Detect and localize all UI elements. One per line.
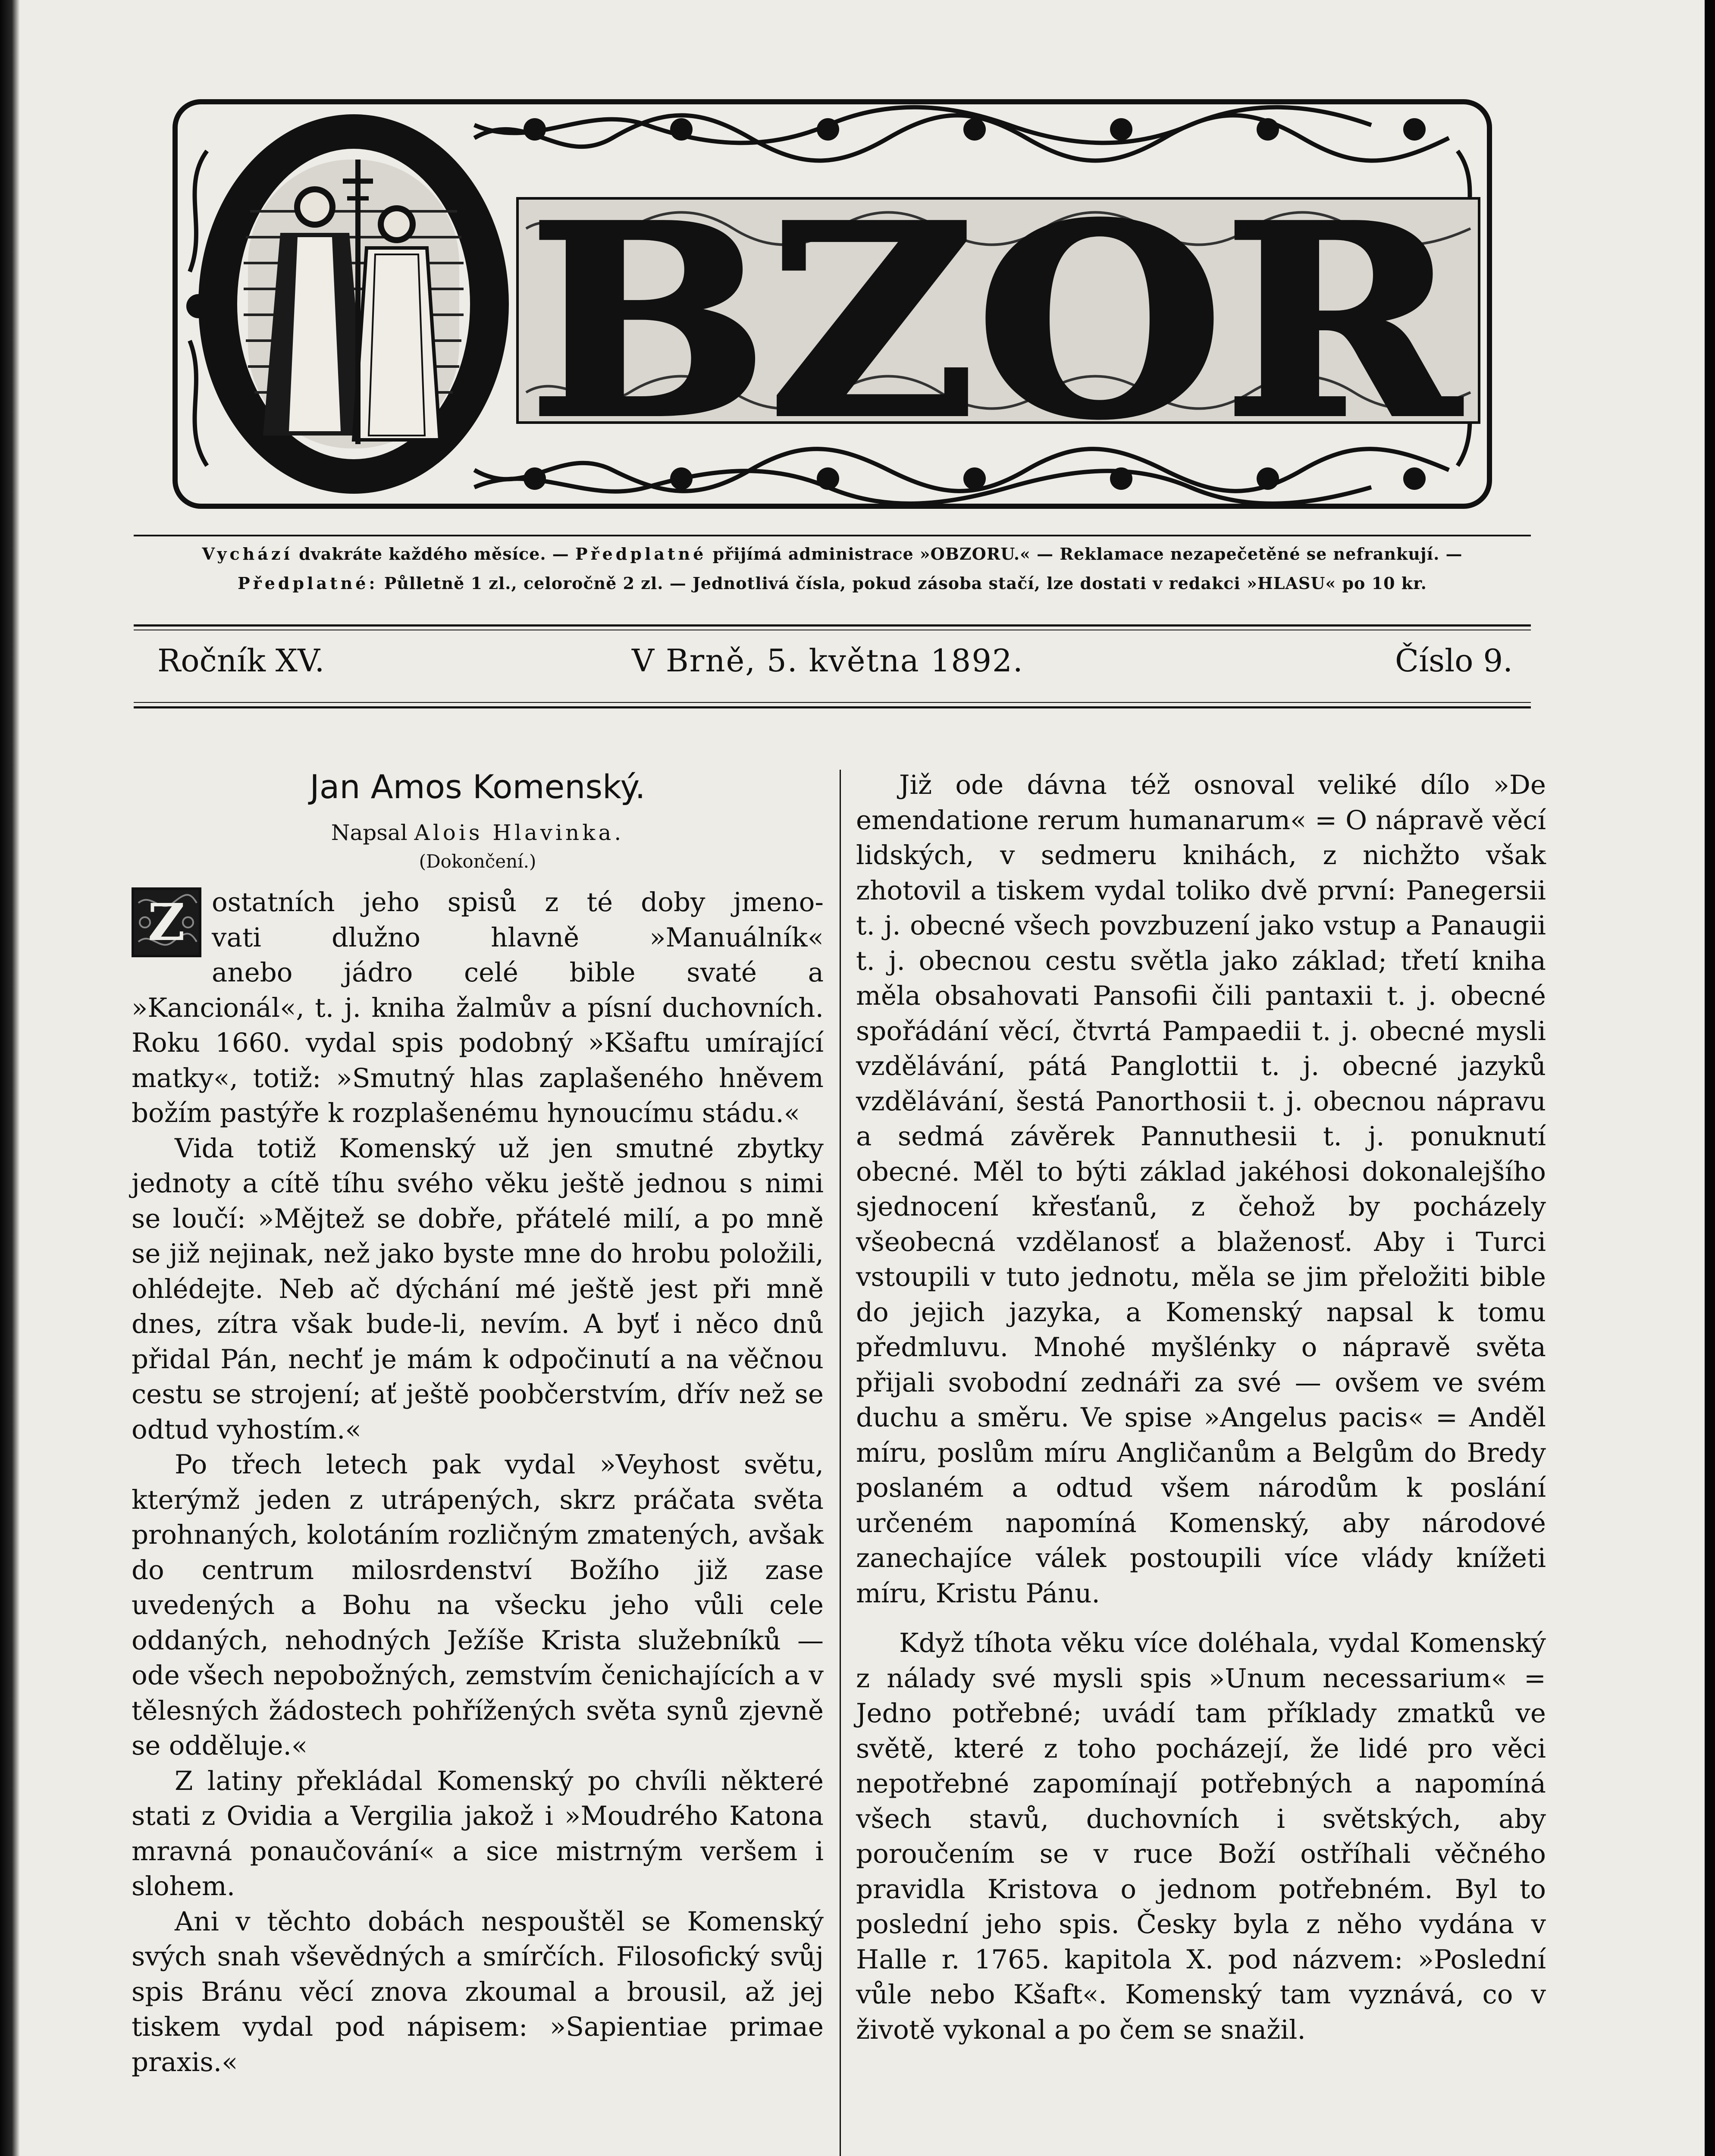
notice-price-text: Půlletně 1 zl., celoročně 2 zl. — Jednotlivá čísla, pokud zásoba stačí, lze dostati v redakci »HLASU« po 10 kr. xyxy=(378,573,1427,593)
dropcap-letter: Z xyxy=(147,892,185,953)
paragraph-1 xyxy=(132,885,824,1131)
volume-label: Ročník XV. xyxy=(157,642,325,679)
issue-top-rule xyxy=(134,624,1531,627)
two-saints-figures-illustration xyxy=(244,160,464,448)
paragraph-2: Vida totiž Komenský už jen smutné zbytky jednoty a cítě tíhu svého věku ještě jednou s nimi se loučí: »Mějtež se dobře, přátelé milí, a po mně se již nejinak, než jako byste mne do hrobu položili, ohlédejte. Neb ač dýchání mé ještě jest při mně dnes, zítra však bude-li, nevím. A byť i něco dnů přidal Pán, nechť je mám k odpočinutí a na věčnou cestu se strojení; ať ještě poobčerstvím, dřív než se odtud vyhostím.« xyxy=(132,1133,824,1445)
notice-published-text: dvakráte každého měsíce. — xyxy=(292,544,576,564)
paragraph-6: Již ode dávna též osnoval veliké dílo »De emendatione rerum humanarum« = O nápravě věcí lidských, v sedmeru knihách, z nichžto však zhotovil a tiskem vydal toliko dvě první: Panegersii t. j. obecné všech povzbuzení jako vstup a Panaugii t. j. obecnou cestu světla jako základ; třetí kniha měla obsahovati Pansofii čili pantaxii t. j. obecné spořádání věcí, čtvrtá Pampaedii t. j. obecné mysli vzdělávání, pátá Panglottii t. j. obecné jazyků vzdělávání, šestá Panorthosii t. j. obecnou nápravu a sedmá závěrek Pannuthesii t. j. ponuknutí obecné. Měl to býti základ jakéhosi dokonalejšího sjednocení křesťanů, z čehož by pocházely všeobecná vzdělanosť a blaženosť. Aby i Turci vstoupili v tuto jednotu, měla se jim přeložiti bible do jejich jazyka, a Komenský napsal k tomu předmluvu. Mnohé myšlénky o nápravě světa přijali svobodní zednáři za své — ovšem ve svém duchu a směru. Ve spise »Angelus pacis« = Anděl míru, poslům míru Angličanům a Belgům do Bredy poslaném a odtud všem národům k poslání určeném napomíná Komenský, aby národové zanechajíce válek postoupili více vlády knížeti míru, Kristu Pánu. xyxy=(856,770,1546,1609)
p1-rest: »Kancionál«, t. j. kniha žalmův a písní duchovních. Roku 1660. vydal spis podobný »Kšaftu umírající matky«, totiž: »Smutný hlas zaplašeného hněvem božím pastýře k rozplašenému hynoucímu stádu.« xyxy=(132,992,824,1128)
byline-prefix: Napsal xyxy=(331,820,414,845)
p1-line-3: anebo jádro celé bible svaté a xyxy=(212,957,824,988)
notice-line-1 xyxy=(134,544,1531,564)
dropcap xyxy=(132,887,201,957)
column-divider xyxy=(840,770,841,2156)
paragraph-7: Když tíhota věku více doléhala, vydal Komenský z nálady své mysli spis »Unum necessarium« = Jedno potřebné; uvádí tam příklady zmatků ve světě, které z toho pocházejí, že lidé pro věci nepotřebné zapomínají potřebných a napomíná všech stavů, duchovních i světských, aby poroučením se v ruce Boží ostříhali věčného pravidla Kristova o jednom potřebném. Byl to poslední jeho spis. Česky byla z něho vydána v Halle r. 1765. kapitola X. pod názvem: »Poslední vůle nebo Kšaft«. Komenský tam vyznává, co v životě vykonal a po čem se snažil. xyxy=(856,1628,1546,2045)
paragraph-5: Ani v těchto dobách nespouštěl se Komenský svých snah vševědných a smírčích. Filosofický svůj spis Bránu věcí znova zkoumal a brousil, až jej tiskem vydal pod nápisem: »Sapientiae primae praxis.« xyxy=(132,1906,824,2078)
paragraph-3: Po třech letech pak vydal »Veyhost světu, kterýmž jeden z utrápených, skrz práčata světa prohnaných, kolotáním rozličným zmatených, avšak do centrum milosrdenství Božího již zase uvedených a Bohu na všecku jeho vůli cele oddaných, nehodných Ježíše Krista služebníků — ode všech nepobožných, zemstvím čenichajících a v tělesných žádostech pohřížených světa synů zjevně se odděluje.« xyxy=(132,1449,824,1761)
article-author: Alois Hlavinka. xyxy=(414,820,624,845)
vine-flourish-top xyxy=(474,107,1449,161)
article-title: Jan Amos Komenský. xyxy=(310,768,646,806)
issue-number: Číslo 9. xyxy=(1395,642,1513,679)
notice-price-label: Předplatné: xyxy=(238,573,378,593)
issue-line xyxy=(157,642,1520,677)
article-column-left xyxy=(132,768,824,2080)
notice-subscription-label: Předplatné xyxy=(575,544,707,564)
article-byline xyxy=(132,818,824,848)
notice-top-rule xyxy=(134,535,1531,536)
article-column-right xyxy=(856,768,1546,2047)
masthead-title-letters: BZOR xyxy=(528,167,1464,476)
paragraph-4: Z latiny překládal Komenský po chvíli některé stati z Ovidia a Vergilia jakož i »Moudrého Katona mravná ponaučování« a sice mistrným veršem i slohem. xyxy=(132,1765,824,1902)
p1-line-1: ostatních jeho spisů z té doby jmeno- xyxy=(212,887,824,918)
continued-note: (Dokončení.) xyxy=(419,851,536,872)
p1-line-2: vati dlužno hlavně »Manuálník« xyxy=(212,922,824,953)
scan-edge-right xyxy=(1705,0,1715,2156)
title-letters xyxy=(517,167,1479,476)
notice-line-2 xyxy=(134,573,1531,593)
masthead-ornament xyxy=(172,99,1492,509)
issue-bottom-rule-thin xyxy=(134,702,1531,703)
issue-bottom-rule xyxy=(134,706,1531,708)
scan-edge-left xyxy=(0,0,20,2156)
notice-published-label: Vychází xyxy=(202,544,293,564)
place-date: V Brně, 5. května 1892. xyxy=(632,642,1024,679)
notice-subscription-text: přijímá administrace »OBZORU.« — Reklamace nezapečetěné se nefrankují. — xyxy=(706,544,1463,564)
masthead xyxy=(172,99,1492,509)
